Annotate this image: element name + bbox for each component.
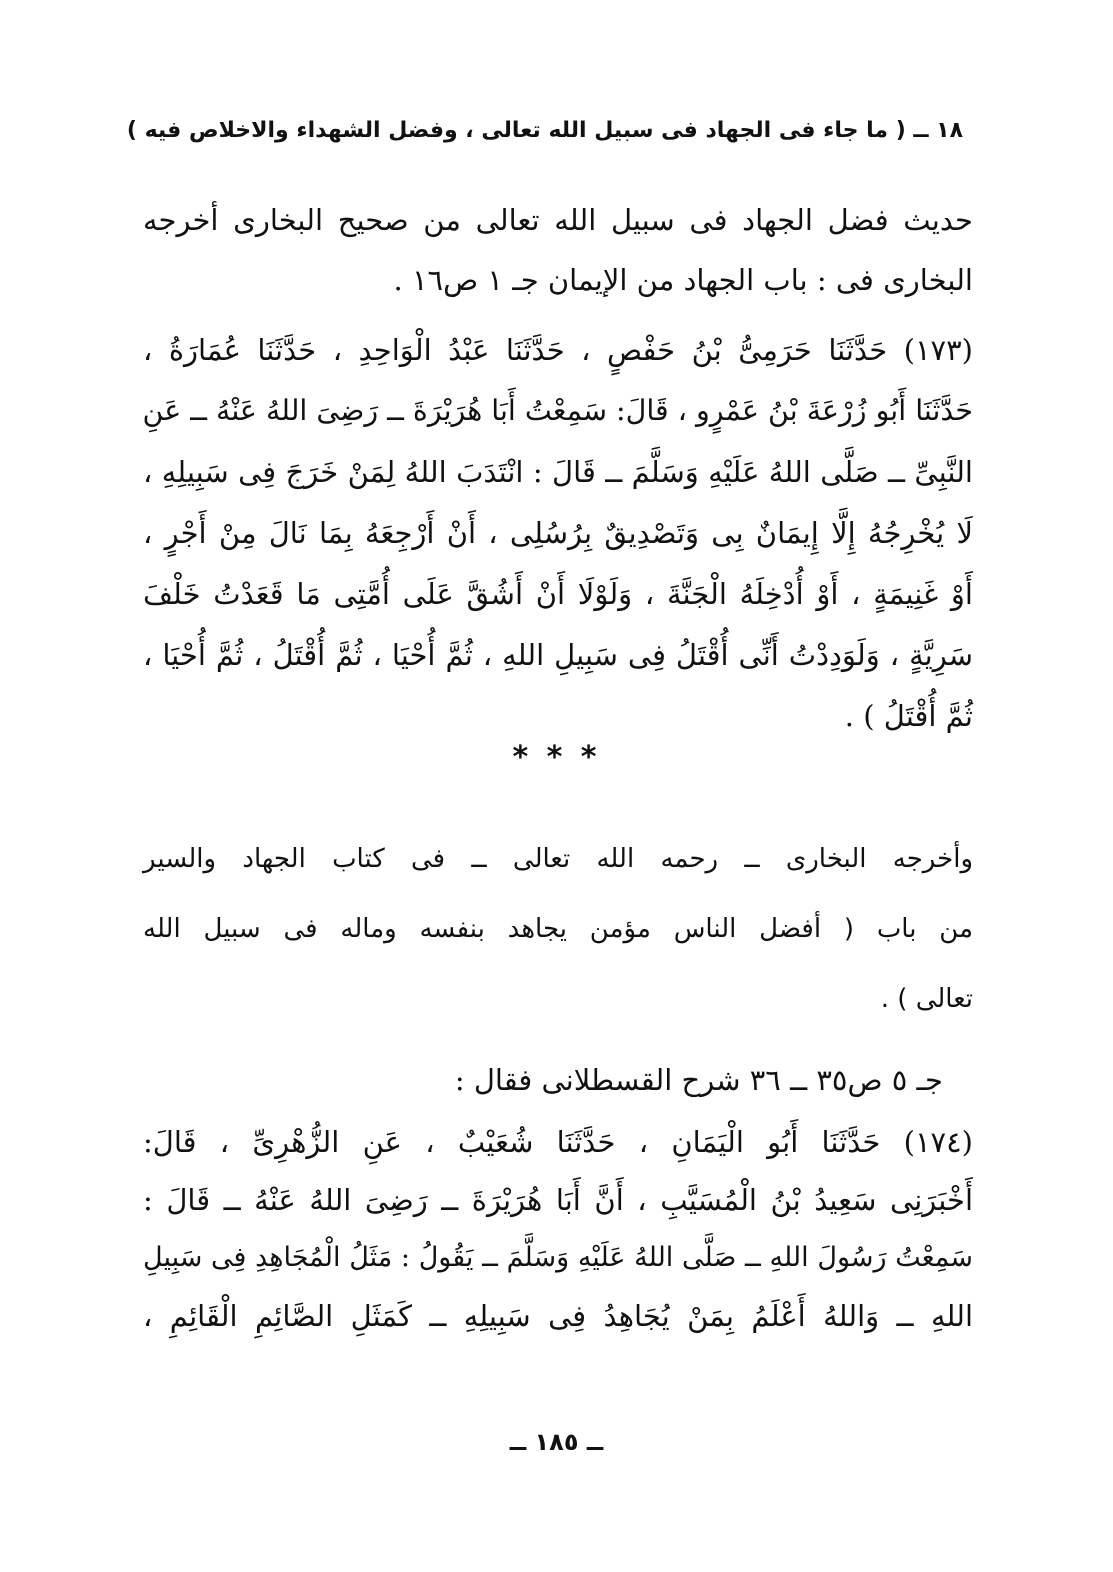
- hadith-line: أَوْ غَنِيمَةٍ ، أَوْ أُدْخِلَهُ الْجَنَّةَ ، وَلَوْلَا أَنْ أَشُقَّ عَلَى أُمَّتِى مَا قَعَدْتُ خَلْفَ: [143, 577, 973, 611]
- section-separator: * * *: [512, 740, 601, 775]
- reference-line: جـ ٥ ص٣٥ ــ ٣٦ شرح القسطلانى فقال :: [454, 1063, 943, 1097]
- note-line: وأخرجه البخارى ــ رحمه الله تعالى ــ فى كتاب الجهاد والسير: [143, 844, 973, 874]
- hadith-line: أَخْبَرَنِى سَعِيدُ بْنُ الْمُسَيَّبِ ، أَنَّ أَبَا هُرَيْرَةَ ــ رَضِىَ اللهُ عَنْهُ ــ قَالَ :: [143, 1183, 973, 1217]
- bukhari-note-paragraph: [143, 846, 973, 1056]
- page-number: ــ ١٨٥ ــ: [509, 1428, 604, 1456]
- hadith-line: سَرِيَّةٍ ، وَلَوَدِدْتُ أَنِّى أُقْتَلُ فِى سَبِيلِ اللهِ ، ثُمَّ أُحْيَا ، ثُمَّ أُقْتَلُ ، ثُمَّ أُحْيَا ،: [143, 638, 973, 672]
- hadith-line: حَدَّثَنَا أَبُو زُرْعَةَ بْنُ عَمْرٍو ، قَالَ: سَمِعْتُ أَبَا هُرَيْرَةَ ــ رَضِىَ اللهُ عَنْهُ ــ عَنِ: [142, 394, 973, 427]
- note-line: تعالى ) .: [880, 984, 973, 1014]
- hadith-line: ثُمَّ أُقْتَلُ ) .: [844, 699, 973, 733]
- hadith-line: (١٧٣) حَدَّثَنَا حَرَمِىُّ بْنُ حَفْصٍ ، حَدَّثَنَا عَبْدُ الْوَاحِدِ ، حَدَّثَنَا عُمَارَةُ ،: [143, 333, 973, 367]
- hadith-173-paragraph: [142, 333, 973, 763]
- hadith-line: النَّبِىِّ ــ صَلَّى اللهُ عَلَيْهِ وَسَلَّمَ ــ قَالَ : انْتَدَبَ اللهُ لِمَنْ خَرَجَ فِى سَبِيلِهِ ،: [143, 455, 973, 489]
- qastallani-reference: [143, 1063, 973, 1126]
- hadith-line: سَمِعْتُ رَسُولَ اللهِ ــ صَلَّى اللهُ عَلَيْهِ وَسَلَّمَ ــ يَقُولُ : مَثَلُ الْمُجَاهِدِ فِى سَبِيلِ: [143, 1242, 973, 1273]
- hadith-line: اللهِ ــ وَاللهُ أَعْلَمُ بِمَنْ يُجَاهِدُ فِى سَبِيلِهِ ــ كَمَثَلِ الصَّائِمِ الْقَائِمِ ،: [143, 1299, 973, 1333]
- note-line: من باب ( أفضل الناس مؤمن يجاهد بنفسه وماله فى سبيل الله: [143, 914, 973, 944]
- intro-line: البخارى فى : باب الجهاد من الإيمان جـ ١ ص١٦ .: [393, 263, 973, 297]
- hadith-line: (١٧٤) حَدَّثَنَا أَبُو الْيَمَانِ ، حَدَّثَنَا شُعَيْبٌ ، عَنِ الزُّهْرِىِّ ، قَالَ:: [143, 1125, 973, 1159]
- hadith-line: لَا يُخْرِجُهُ إِلَّا إِيمَانٌ بِى وَتَصْدِيقٌ بِرُسُلِى ، أَنْ أَرْجِعَهُ بِمَا نَالَ مِنْ أَجْرٍ ،: [143, 516, 973, 550]
- intro-paragraph: [143, 203, 973, 326]
- hadith-174-paragraph: [143, 1125, 973, 1360]
- intro-line: حديث فضل الجهاد فى سبيل الله تعالى من صحيح البخارى أخرجه: [143, 203, 973, 237]
- chapter-heading: ١٨ ــ ( ما جاء فى الجهاد فى سبيل الله تعالى ، وفضل الشهداء والاخلاص فيه ): [126, 118, 963, 143]
